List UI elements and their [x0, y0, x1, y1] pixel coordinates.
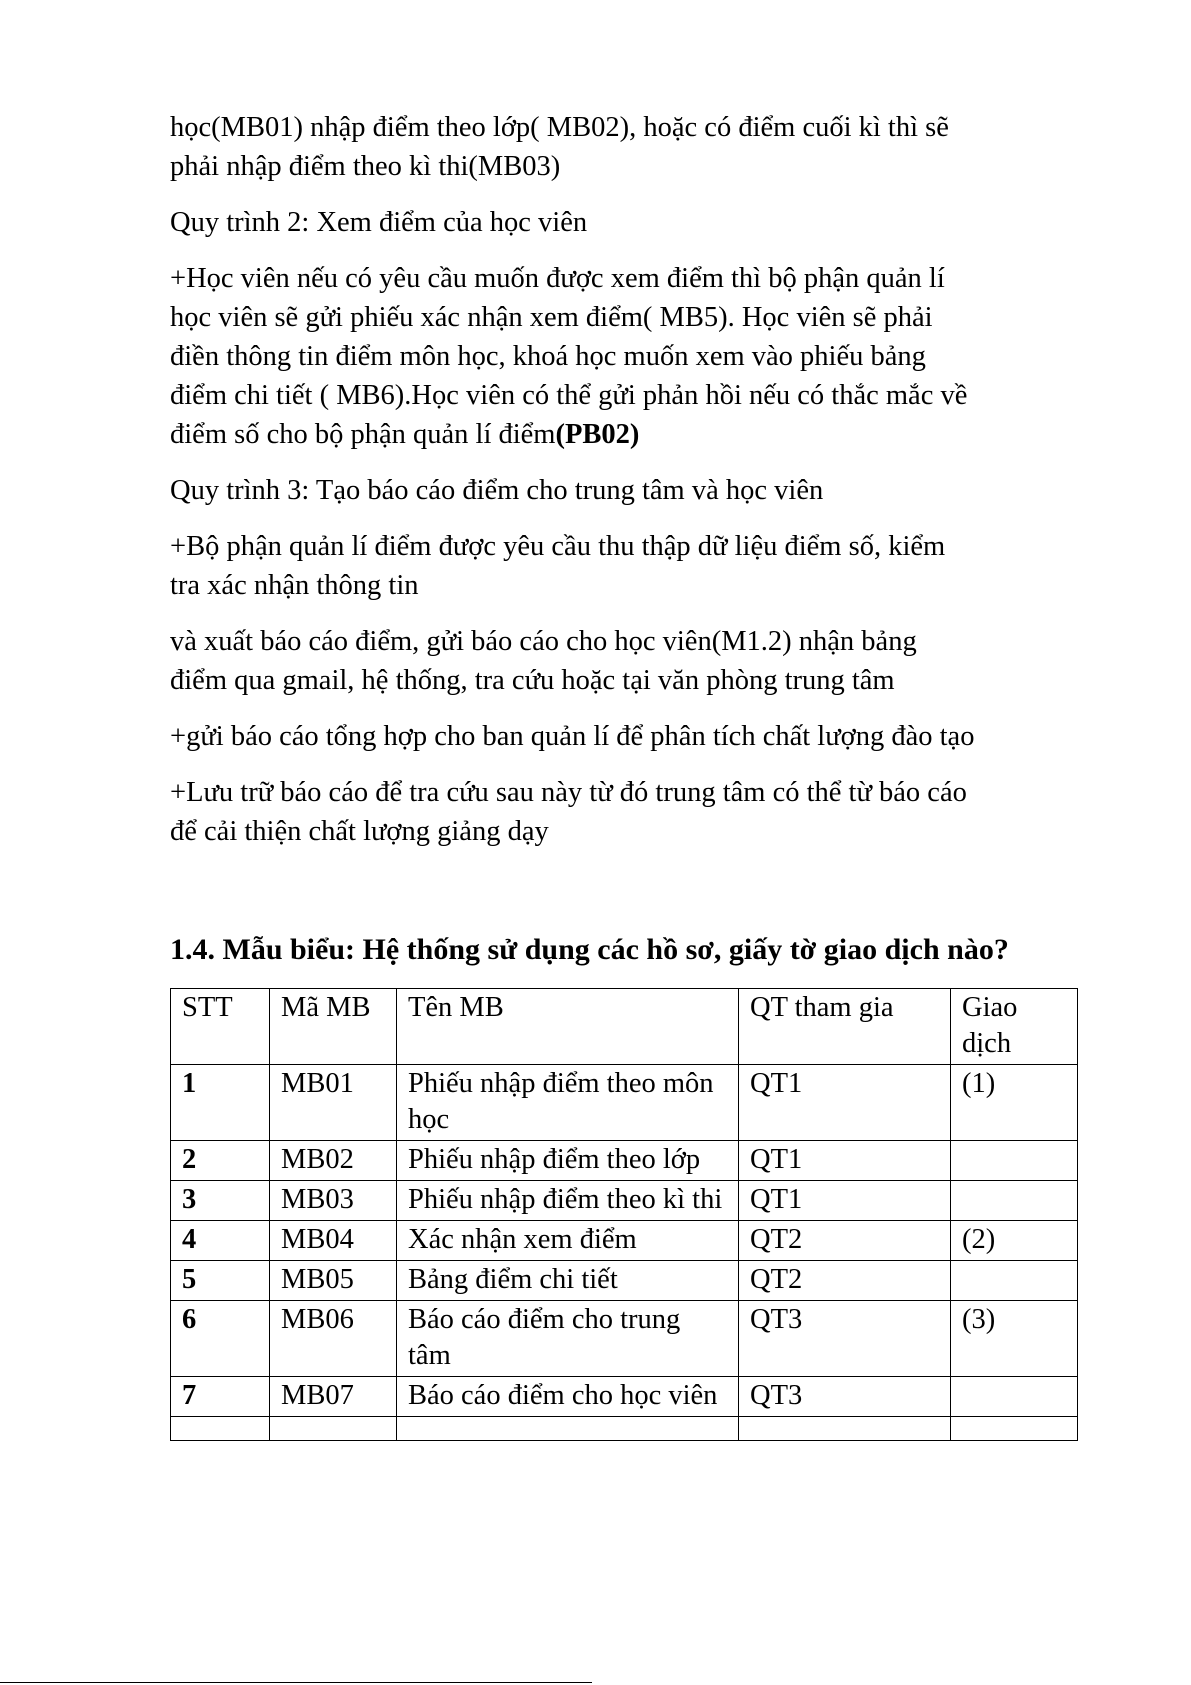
cell-giao-dich	[951, 1141, 1078, 1181]
paragraph-export-report: và xuất báo cáo điểm, gửi báo cáo cho học viên(M1.2) nhận bảng điểm qua gmail, hệ thống, tra cứu hoặc tại văn phòng trung tâm	[170, 626, 917, 696]
cell-ten-mb: Báo cáo điểm cho trung tâm	[397, 1301, 739, 1377]
table-row	[171, 1065, 1078, 1141]
cell-qt	[739, 1417, 951, 1441]
cell-stt: 5	[171, 1261, 270, 1301]
cell-ma-mb: MB05	[270, 1261, 397, 1301]
header-ten-mb: Tên MB	[397, 989, 739, 1065]
cell-stt: 2	[171, 1141, 270, 1181]
cell-stt	[171, 1417, 270, 1441]
cell-ma-mb	[270, 1417, 397, 1441]
cell-ten-mb: Bảng điểm chi tiết	[397, 1261, 739, 1301]
cell-qt: QT1	[739, 1065, 951, 1141]
cell-stt: 7	[171, 1377, 270, 1417]
table-row	[171, 1181, 1078, 1221]
cell-ma-mb: MB01	[270, 1065, 397, 1141]
table-row	[171, 1261, 1078, 1301]
forms-table-body	[171, 989, 1078, 1441]
table-row	[171, 1377, 1078, 1417]
paragraph-mb-input: học(MB01) nhập điểm theo lớp( MB02), hoặc có điểm cuối kì thì sẽ phải nhập điểm theo kì thi(MB03)	[170, 112, 949, 182]
cell-qt: QT3	[739, 1301, 951, 1377]
paragraph-collect-data: +Bộ phận quản lí điểm được yêu cầu thu thập dữ liệu điểm số, kiểm tra xác nhận thông tin	[170, 531, 946, 601]
cell-ma-mb: MB07	[270, 1377, 397, 1417]
cell-stt: 3	[171, 1181, 270, 1221]
document-body	[170, 108, 1090, 868]
forms-table	[170, 988, 1078, 1441]
cell-giao-dich	[951, 1377, 1078, 1417]
cell-qt: QT1	[739, 1181, 951, 1221]
footer-divider	[0, 1682, 592, 1683]
cell-qt: QT3	[739, 1377, 951, 1417]
cell-ma-mb: MB04	[270, 1221, 397, 1261]
cell-ten-mb: Xác nhận xem điểm	[397, 1221, 739, 1261]
cell-ma-mb: MB02	[270, 1141, 397, 1181]
cell-stt: 1	[171, 1065, 270, 1141]
header-giao-dich: Giao dịch	[951, 989, 1078, 1065]
cell-ten-mb: Phiếu nhập điểm theo kì thi	[397, 1181, 739, 1221]
paragraph-send-summary: +gửi báo cáo tổng hợp cho ban quản lí để phân tích chất lượng đào tạo	[170, 721, 975, 752]
cell-qt: QT1	[739, 1141, 951, 1181]
cell-giao-dich	[951, 1181, 1078, 1221]
cell-giao-dich: (3)	[951, 1301, 1078, 1377]
table-header-row	[171, 989, 1078, 1065]
cell-giao-dich	[951, 1261, 1078, 1301]
pb02-label: (PB02)	[555, 419, 640, 450]
header-ma-mb: Mã MB	[270, 989, 397, 1065]
process-2-title: Quy trình 2: Xem điểm của học viên	[170, 207, 588, 238]
table-row	[171, 1221, 1078, 1261]
table-row	[171, 1417, 1078, 1441]
process-3-title: Quy trình 3: Tạo báo cáo điểm cho trung tâm và học viên	[170, 475, 824, 506]
cell-stt: 4	[171, 1221, 270, 1261]
header-qt-tham-gia: QT tham gia	[739, 989, 951, 1065]
cell-ten-mb: Phiếu nhập điểm theo môn học	[397, 1065, 739, 1141]
cell-qt: QT2	[739, 1221, 951, 1261]
cell-qt: QT2	[739, 1261, 951, 1301]
table-row	[171, 1141, 1078, 1181]
header-stt: STT	[171, 989, 270, 1065]
cell-ten-mb	[397, 1417, 739, 1441]
section-heading: 1.4. Mẫu biểu: Hệ thống sử dụng các hồ sơ, giấy tờ giao dịch nào?	[170, 933, 1009, 966]
table-row	[171, 1301, 1078, 1377]
cell-ma-mb: MB06	[270, 1301, 397, 1377]
cell-stt: 6	[171, 1301, 270, 1377]
cell-ma-mb: MB03	[270, 1181, 397, 1221]
paragraph-view-scores	[170, 259, 1090, 454]
cell-giao-dich: (1)	[951, 1065, 1078, 1141]
cell-giao-dich: (2)	[951, 1221, 1078, 1261]
paragraph-view-scores-text: +Học viên nếu có yêu cầu muốn được xem điểm thì bộ phận quản lí học viên sẽ gửi phiếu xác nhận xem điểm( MB5). Học viên sẽ phải điền thông tin điểm môn học, khoá học muốn xem vào phiếu bảng điểm chi tiết ( MB6).Học viên có thể gửi phản hồi nếu có thắc mắc về điểm số cho bộ phận quản lí điểm	[170, 263, 968, 450]
cell-giao-dich	[951, 1417, 1078, 1441]
cell-ten-mb: Phiếu nhập điểm theo lớp	[397, 1141, 739, 1181]
paragraph-archive-report: +Lưu trữ báo cáo để tra cứu sau này từ đó trung tâm có thể từ báo cáo để cải thiện chất lượng giảng dạy	[170, 777, 967, 847]
cell-ten-mb: Báo cáo điểm cho học viên	[397, 1377, 739, 1417]
